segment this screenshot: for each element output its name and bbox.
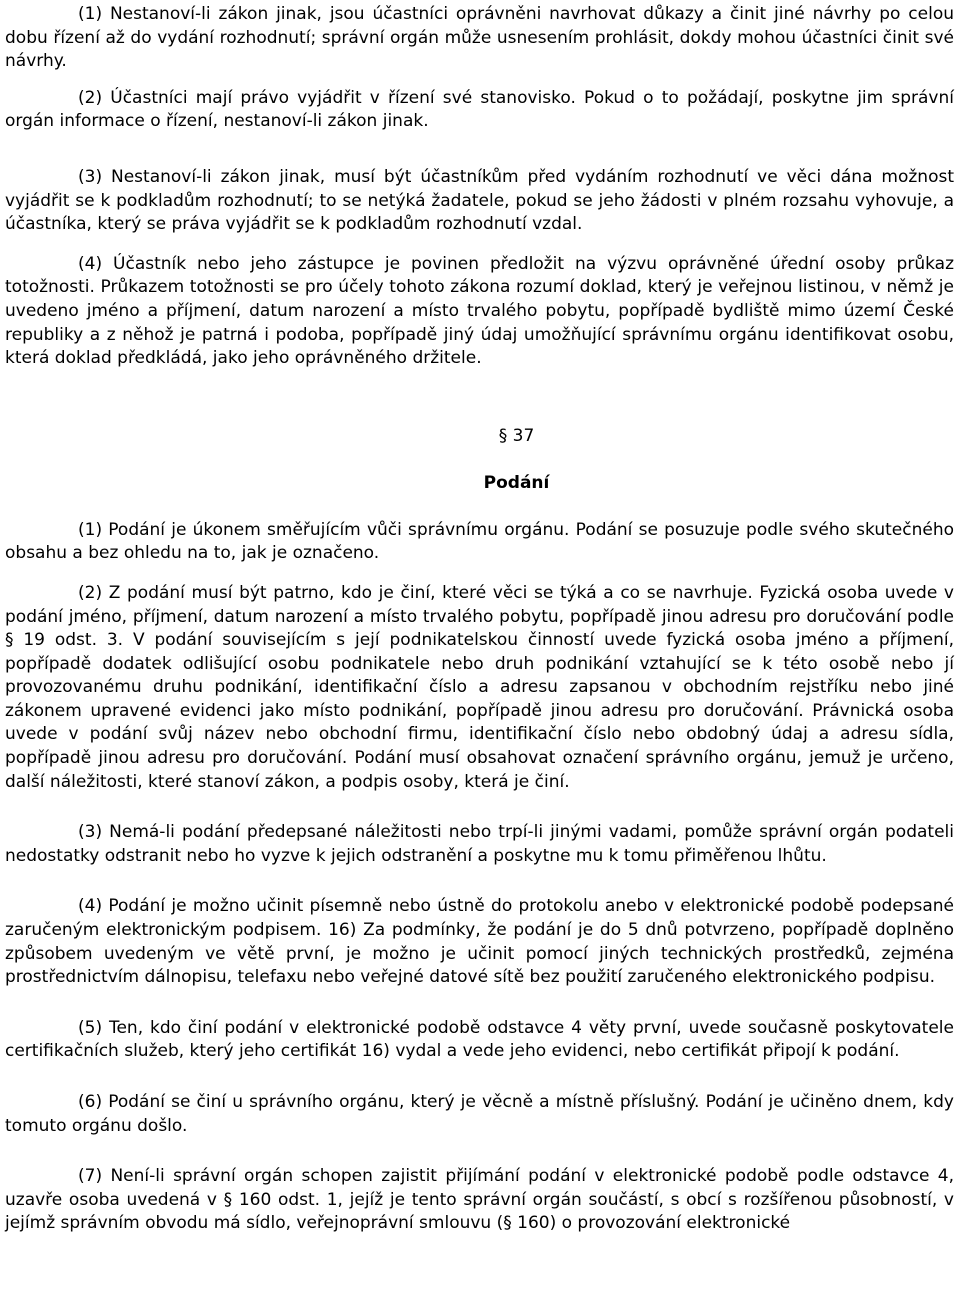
podani-paragraph-4: (4) Podání je možno učinit písemně nebo ústně do protokolu anebo v elektronické podobě podepsané zaručeným elektronickým podpisem. 16) Za podmínky, že podání je do 5 dnů potvrzeno, popřípadě doplněno způsobem uvedeným ve větě první, je možno je učinit pomocí jiných technických prostředků, zejména prostřednictvím dálnopisu, telefaxu nebo veřejné datové sítě bez použití zaručeného elektronického podpisu. — [5, 896, 954, 988]
podani-paragraph-1: (1) Podání je úkonem směřujícím vůči správnímu orgánu. Podání se posuzuje podle svého skutečného obsahu a bez ohledu na to, jak je označeno. — [5, 519, 954, 564]
podani-paragraph-3: (3) Nemá-li podání předepsané náležitosti nebo trpí-li jinými vadami, pomůže správní orgán podateli nedostatky odstranit nebo ho vyzve k jejich odstranění a poskytne mu k tomu přiměřenou lhůtu. — [5, 822, 954, 866]
paragraph-1: (1) Nestanoví-li zákon jinak, jsou účastníci oprávněni navrhovat důkazy a činit jiné návrhy po celou dobu řízení až do vydání rozhodnutí; správní orgán může usnesením prohlásit, dokdy mohou účastníci činit své návrhy. — [5, 4, 954, 72]
section-title: Podání — [483, 472, 550, 493]
section-number: § 37 — [498, 425, 535, 446]
podani-paragraph-5: (5) Ten, kdo činí podání v elektronické podobě odstavce 4 věty první, uvede současně poskytovatele certifikačních služeb, který jeho certifikát 16) vydal a vede jeho evidenci, nebo certifikát připojí k podání. — [5, 1017, 954, 1062]
paragraph-2: (2) Účastníci mají právo vyjádřit v řízení své stanovisko. Pokud o to požádají, poskytne jim správní orgán informace o řízení, nestanoví-li zákon jinak. — [5, 87, 954, 132]
paragraph-4: (4) Účastník nebo jeho zástupce je povinen předložit na výzvu oprávněné úřední osoby průkaz totožnosti. Průkazem totožnosti se pro účely tohoto zákona rozumí doklad, který je veřejnou listinou, v němž je uvedeno jméno a příjmení, datum narození a místo trvalého pobytu, popřípadě bydliště mimo území České republiky a z něhož je patrná i podoba, popřípadě jiný údaj umožňující správnímu orgánu identifikovat osobu, která doklad předkládá, jako jeho oprávněného držitele. — [5, 253, 954, 369]
podani-paragraph-7: (7) Není-li správní orgán schopen zajistit přijímání podání v elektronické podobě podle odstavce 4, uzavře osoba uvedená v § 160 odst. 1, jejíž je tento správní orgán součástí, s obcí s rozšířenou působností, v jejímž správním obvodu má sídlo, veřejnoprávní smlouvu (§ 160) o provozování elektronické — [5, 1166, 954, 1234]
podani-paragraph-6: (6) Podání se činí u správního orgánu, který je věcně a místně příslušný. Podání je učiněno dnem, kdy tomuto orgánu došlo. — [5, 1092, 954, 1136]
paragraph-3: (3) Nestanoví-li zákon jinak, musí být účastníkům před vydáním rozhodnutí ve věci dána možnost vyjádřit se k podkladům rozhodnutí; to se netýká žadatele, pokud se jeho žádosti v plném rozsahu vyhovuje, a účastníka, který se práva vyjádřit se k podkladům rozhodnutí vzdal. — [5, 166, 954, 235]
podani-paragraph-2: (2) Z podání musí být patrno, kdo je činí, které věci se týká a co se navrhuje. Fyzická osoba uvede v podání jméno, příjmení, datum narození a místo trvalého pobytu, popřípadě jinou adresu pro doručování podle § 19 odst. 3. V podání souvisejícím s její podnikatelskou činností uvede fyzická osoba jméno a příjmení, popřípadě dodatek odlišující osobu podnikatele nebo druh podnikání vztahující se k této osobě nebo jí provozovanému druhu podnikání, identifikační číslo a adresu zapsanou v obchodním rejstříku nebo jiné zákonem upravené evidenci jako místo podnikání, popřípadě jinou adresu pro doručování. Právnická osoba uvede v podání svůj název nebo obchodní firmu, identifikační číslo nebo obdobný údaj a adresu sídla, popřípadě jinou adresu pro doručování. Podání musí obsahovat označení správního orgánu, jemuž je určeno, další náležitosti, které stanoví zákon, a podpis osoby, která je činí. — [5, 582, 954, 792]
